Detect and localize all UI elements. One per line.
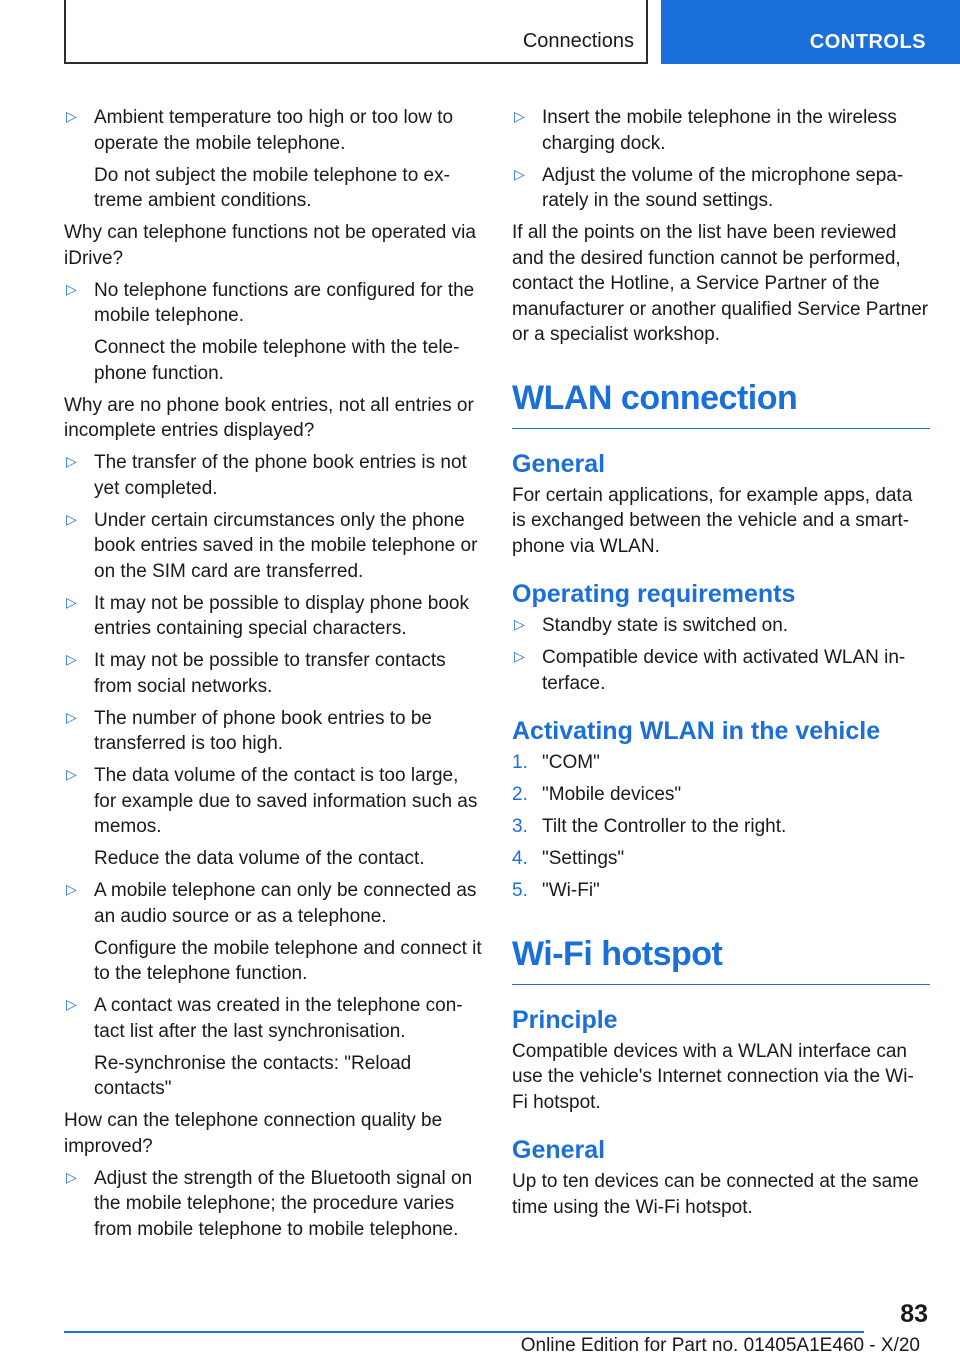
question-text: How can the telephone connection quality be improved?	[64, 1110, 443, 1157]
header-section-title: Connections	[522, 30, 634, 52]
triangle-right-icon: ▷	[66, 652, 77, 668]
header-chapter-title: CONTROLS	[809, 31, 926, 53]
bullet-item: ▷ Ambient temperature too high or too low to operate the mobile telephone.	[66, 107, 454, 154]
page-number: 83	[900, 1300, 928, 1328]
heading-general: General	[512, 1136, 606, 1164]
bullet-item: ▷ No telephone functions are configured for the mobile telephone.	[66, 279, 475, 326]
header-section-box	[64, 0, 648, 64]
footer-edition: Online Edition for Part no. 01405A1E460 - X/20	[520, 1335, 920, 1356]
heading-general: General	[512, 449, 606, 478]
triangle-right-icon: ▷	[66, 109, 77, 125]
paragraph: Up to ten devices can be connected at the same time using the Wi-Fi hotspot.	[512, 1171, 919, 1218]
footer-divider	[64, 1331, 864, 1333]
triangle-right-icon: ▷	[66, 454, 77, 470]
triangle-right-icon: ▷	[514, 649, 525, 665]
bullet-note: Do not subject the mobile telephone to ex- treme ambient conditions.	[94, 164, 450, 211]
triangle-right-icon: ▷	[514, 617, 525, 633]
bullet-item: ▷ Insert the mobile telephone in the wireless charging dock.	[514, 107, 897, 154]
bullet-item: ▷ The number of phone book entries to be transferred is too high.	[66, 707, 433, 754]
triangle-right-icon: ▷	[514, 109, 525, 125]
bullet-item: ▷ Compatible device with activated WLAN in- terface.	[514, 647, 906, 694]
step-item: 5. "Wi-Fi"	[512, 878, 930, 904]
heading-wifi-hotspot: Wi-Fi hotspot	[512, 934, 930, 985]
bullet-item: ▷ Under certain circumstances only the phone book entries saved in the mobile telephone or on the SIM card are transferred.	[66, 509, 478, 582]
heading-principle: Principle	[512, 1005, 618, 1034]
triangle-right-icon: ▷	[66, 511, 77, 528]
question-text: Why are no phone book entries, not all entries or incomplete entries displayed?	[64, 394, 474, 441]
step-number: 4.	[512, 848, 528, 869]
step-number: 3.	[512, 816, 528, 837]
step-item: 4. "Settings"	[512, 846, 930, 872]
bullet-item: ▷ A mobile telephone can only be connected as an audio source or as a telephone.	[66, 880, 477, 927]
bullet-note: Configure the mobile telephone and connect it to the telephone function.	[94, 937, 482, 984]
bullet-item: ▷ Adjust the volume of the microphone sepa- rately in the sound settings.	[514, 164, 904, 211]
bullet-note: Reduce the data volume of the contact.	[94, 848, 425, 869]
heading-activating-wlan: Activating WLAN in the vehicle	[512, 717, 881, 745]
bullet-item: ▷ It may not be possible to transfer contacts from social networks.	[66, 650, 446, 697]
triangle-right-icon: ▷	[66, 997, 77, 1013]
triangle-right-icon: ▷	[66, 1169, 77, 1186]
bullet-item: ▷ It may not be possible to display phone book entries containing special characters.	[66, 592, 469, 639]
bullet-item: ▷ Adjust the strength of the Bluetooth signal on the mobile telephone; the procedure varies from mobile telephone to mobile telephone.	[66, 1167, 473, 1240]
bullet-note: Connect the mobile telephone with the tele- phone function.	[94, 337, 460, 384]
heading-operating-requirements: Operating requirements	[512, 580, 796, 608]
bullet-note: Re-synchronise the contacts: "Reload contacts"	[94, 1052, 412, 1099]
triangle-right-icon: ▷	[66, 767, 77, 783]
bullet-item: ▷ Standby state is switched on.	[512, 613, 930, 639]
triangle-right-icon: ▷	[66, 709, 77, 726]
triangle-right-icon: ▷	[66, 281, 77, 298]
triangle-right-icon: ▷	[514, 166, 525, 183]
right-column	[512, 105, 930, 1227]
bullet-item: ▷ The data volume of the contact is too large, for example due to saved information such as memos.	[66, 765, 478, 837]
paragraph: If all the points on the list have been reviewed and the desired function cannot be performed, contact the Hotline, a Service Partner of the manufacturer or another qualified Service Partner or a specialist workshop.	[512, 222, 929, 345]
step-number: 1.	[512, 752, 528, 773]
step-item: 2. "Mobile devices"	[512, 782, 930, 808]
bullet-item: ▷ A contact was created in the telephone con- tact list after the last synchronisation.	[66, 995, 463, 1042]
heading-wlan-connection: WLAN connection	[512, 378, 930, 429]
step-number: 5.	[512, 880, 528, 901]
paragraph: Compatible devices with a WLAN interface can use the vehicle's Internet connection via the Wi- Fi hotspot.	[512, 1040, 914, 1113]
step-item: 1. "COM"	[512, 750, 930, 776]
triangle-right-icon: ▷	[66, 594, 77, 611]
step-number: 2.	[512, 784, 528, 805]
paragraph: For certain applications, for example apps, data is exchanged between the vehicle and a smart- phone via WLAN.	[512, 484, 913, 557]
question-text: Why can telephone functions not be operated via iDrive?	[64, 222, 476, 269]
triangle-right-icon: ▷	[66, 882, 77, 898]
left-column	[64, 105, 482, 1249]
header-chapter-tab	[661, 0, 960, 64]
step-item: 3. Tilt the Controller to the right.	[512, 814, 930, 840]
bullet-item: ▷ The transfer of the phone book entries is not yet completed.	[66, 452, 467, 499]
